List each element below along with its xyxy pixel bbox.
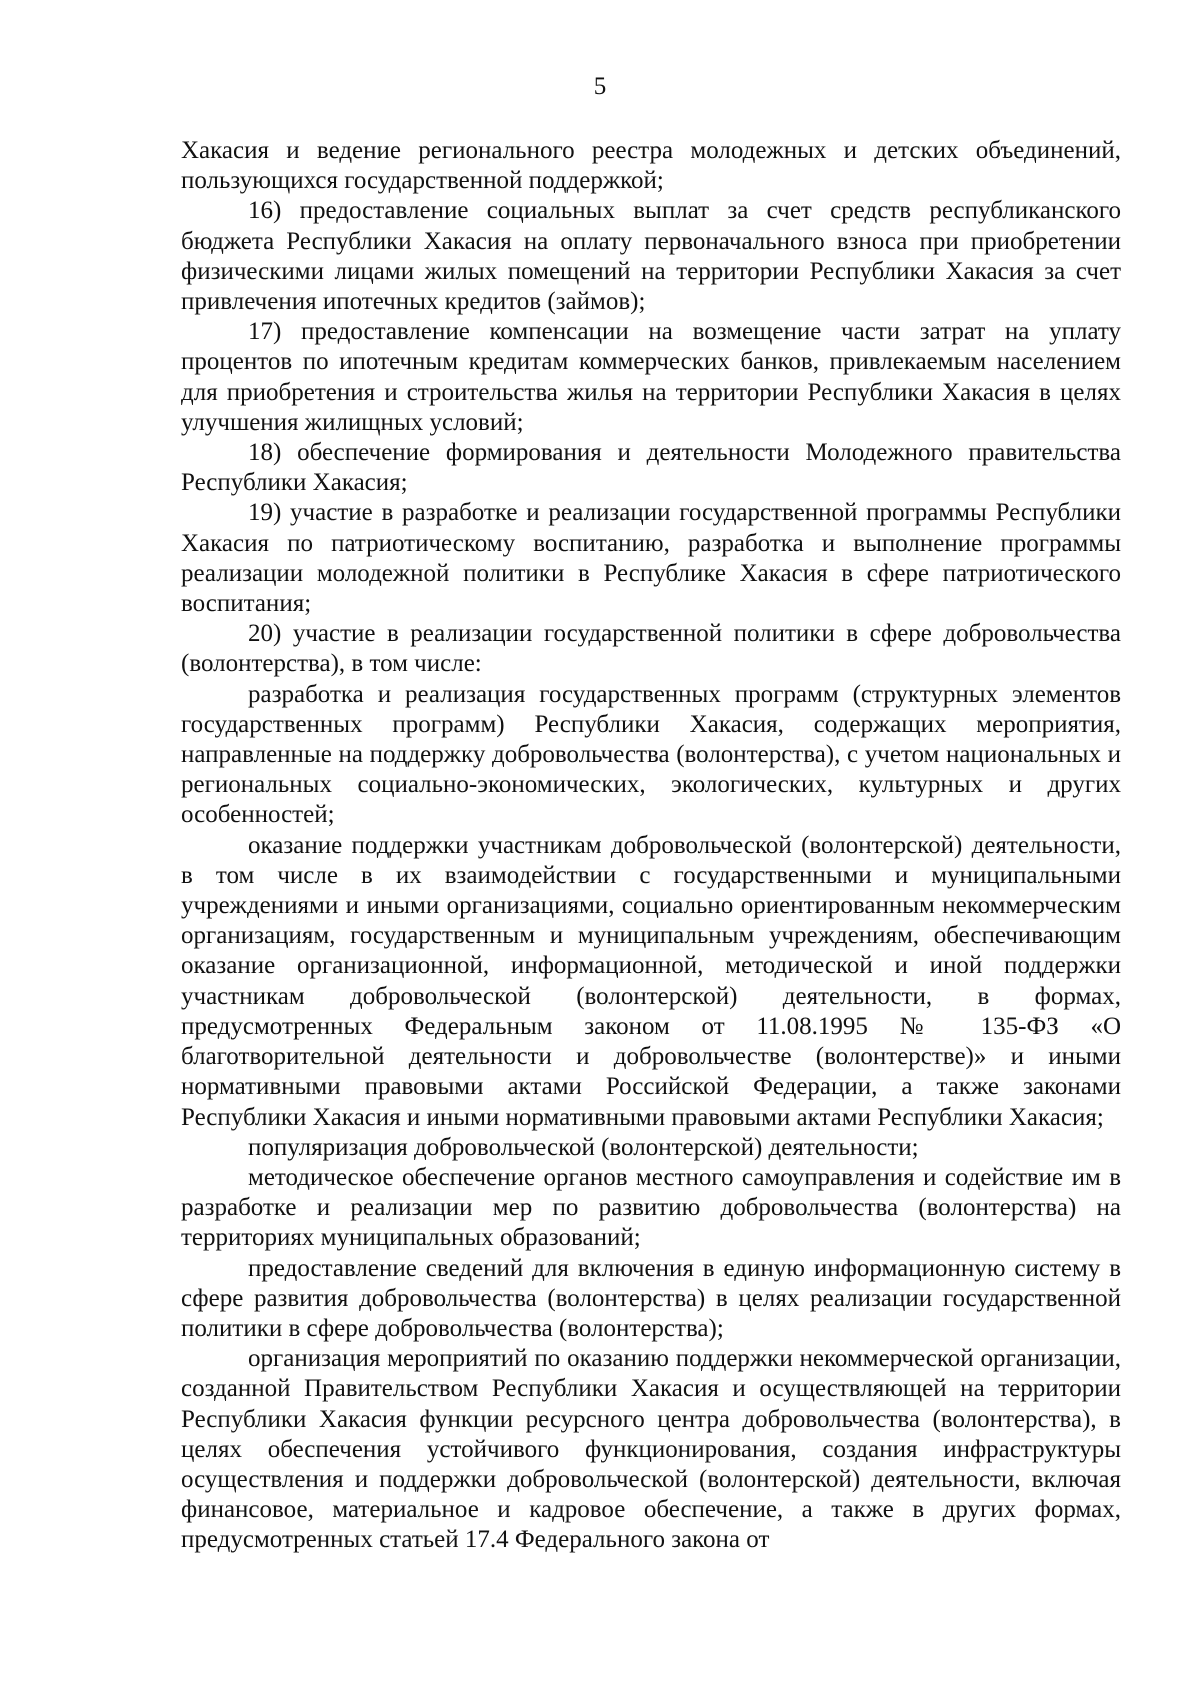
paragraph-item-17: 17) предоставление компенсации на возмещение части затрат на уплату процентов по ипотечным кредитам коммерческих банков, привлекаемым населением для приобретения и строительства жилья на территории Республики Хакасия в целях улучшения жилищных условий; (181, 318, 1121, 436)
paragraph-subitem-resource-center: организация мероприятий по оказанию поддержки некоммерческой организации, созданной Правительством Республики Хакасия и осуществляющей на территории Республики Хакасия функции ресурсного центра добровольчества (волонтерства), в целях обеспечения устойчивого функционирования, создания инфраструктуры осуществления и поддержки добровольческой (волонтерской) деятельности, включая финансовое, материальное и кадровое обеспечение, а также в других формах, предусмотренных статьей 17.4 Федерального закона от (181, 1345, 1121, 1554)
paragraph-continuation: Хакасия и ведение регионального реестра молодежных и детских объединений, пользующихся государственной поддержкой; (181, 137, 1121, 195)
paragraph-item-20: 20) участие в реализации государственной политики в сфере добровольчества (волонтерства), в том числе: (181, 620, 1121, 678)
paragraph-item-19: 19) участие в разработке и реализации государственной программы Республики Хакасия по патриотическому воспитанию, разработка и выполнение программы реализации молодежной политики в Республике Хакасия в сфере патриотического воспитания; (181, 499, 1121, 618)
paragraph-item-18: 18) обеспечение формирования и деятельности Молодежного правительства Республики Хакасия; (181, 439, 1121, 497)
paragraph-subitem-support: оказание поддержки участникам добровольческой (волонтерской) деятельности, в том числе в их взаимодействии с государственными и муниципальными учреждениями и иными организациями, социально ориентированным некоммерческим организациям, государственным и муниципальным учреждениям, обеспечивающим оказание организационной, информационной, методической и иной поддержки участникам добровольческой (волонтерской) деятельности, в формах, предусмотренных Федеральным законом от 11.08.1995 № 135-ФЗ «О благотворительной деятельности и добровольчестве (волонтерстве)» и иными нормативными правовыми актами Российской Федерации, а также законами Республики Хакасия и иными нормативными правовыми актами Республики Хакасия; (181, 831, 1121, 1131)
paragraph-item-16: 16) предоставление социальных выплат за счет средств республиканского бюджета Республики Хакасия на оплату первоначального взноса при приобретении физическими лицами жилых помещений на территории Республики Хакасия за счет привлечения ипотечных кредитов (займов); (181, 197, 1121, 316)
document-body (181, 136, 1121, 1556)
paragraph-subitem-methodical: методическое обеспечение органов местного самоуправления и содействие им в разработке и реализации мер по развитию добровольчества (волонтерства) на территориях муниципальных образований; (181, 1163, 1121, 1252)
paragraph-subitem-popularization: популяризация добровольческой (волонтерской) деятельности; (248, 1133, 919, 1161)
paragraph-subitem-programs: разработка и реализация государственных программ (структурных элементов государственных программ) Республики Хакасия, содержащих мероприятия, направленные на поддержку добровольчества (волонтерства), с учетом национальных и региональных социально-экономических, экологических, культурных и других особенностей; (181, 680, 1121, 829)
page-number: 5 (593, 73, 607, 100)
paragraph-subitem-information: предоставление сведений для включения в единую информационную систему в сфере развития добровольчества (волонтерства) в целях реализации государственной политики в сфере добровольчества (волонтерства); (181, 1254, 1121, 1342)
